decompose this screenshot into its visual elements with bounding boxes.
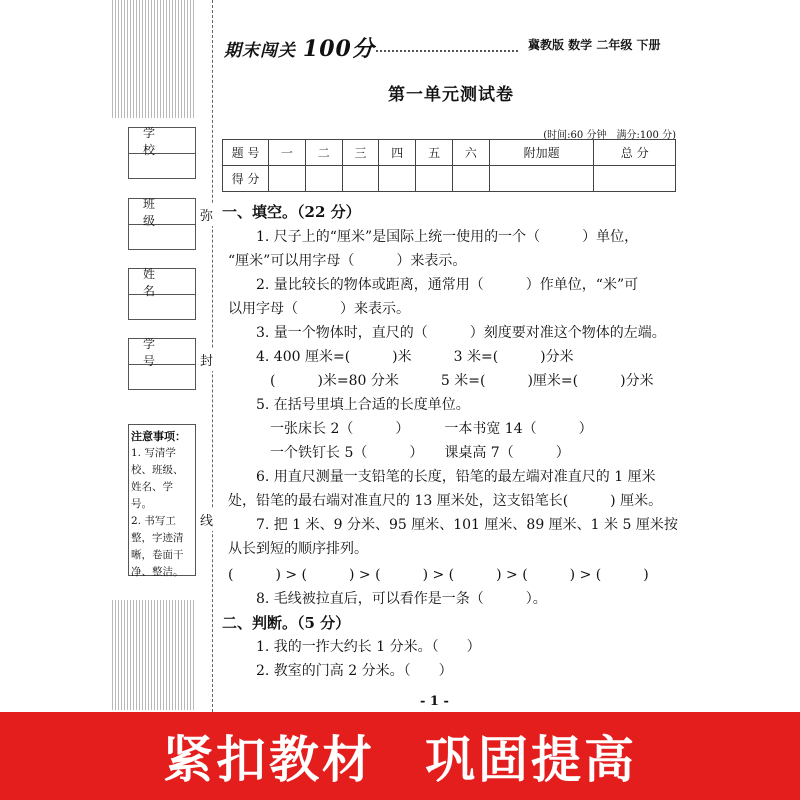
score-header-cell: 四 (379, 140, 416, 166)
banner-text-right: 巩固提高 (425, 731, 637, 789)
score-header-cell: 三 (342, 140, 379, 166)
score-header-cell: 附加题 (489, 140, 594, 166)
score-header-cell: 一 (269, 140, 306, 166)
question-line: 处，铅笔的最右端对准直尺的 13 厘米处，这支铅笔长( ) 厘米。 (228, 493, 663, 509)
decorative-stripes-bottom (112, 600, 196, 710)
logo-number: 100分 (302, 36, 375, 62)
question-line: 3. 量一个物体时，直尺的（ ）刻度要对准这个物体的左端。 (256, 325, 666, 341)
seal-char: 线 (200, 508, 213, 531)
school-label: 学 校 (129, 128, 195, 154)
school-field[interactable] (128, 127, 196, 179)
section-heading: 一、填空。（22 分） (222, 203, 361, 221)
score-cell[interactable] (342, 166, 379, 192)
student-id-field[interactable] (128, 338, 196, 390)
question-line: ( )米=80 分米 5 米=( )厘米=( )分米 (270, 373, 654, 389)
time-info: (时间:60 分钟 满分:100 分) (543, 130, 676, 141)
score-table (222, 139, 676, 192)
note-item: 2. 书写工整，字迹清晰，卷面干净、整洁。 (131, 515, 184, 578)
question-line: 一个铁钉长 5（ ） 课桌高 7（ ） (270, 445, 570, 461)
logo-text: 期末闯关 (224, 41, 296, 61)
score-cell[interactable] (305, 166, 342, 192)
score-cell[interactable] (489, 166, 594, 192)
series-logo (224, 32, 375, 63)
score-header-cell: 六 (452, 140, 489, 166)
seal-char: 弥 (200, 203, 213, 226)
score-row (223, 166, 676, 192)
score-header-cell: 五 (416, 140, 453, 166)
question-line: 以用字母（ ）来表示。 (228, 301, 410, 317)
score-row-label: 得 分 (223, 166, 269, 192)
question-line: 7. 把 1 米、9 分米、95 厘米、101 厘米、89 厘米、1 米 5 厘米按 (256, 517, 678, 533)
student-id-label: 学 号 (129, 339, 195, 365)
score-cell[interactable] (594, 166, 676, 192)
score-cell[interactable] (416, 166, 453, 192)
banner-text-left: 紧扣教材 (163, 731, 375, 789)
seal-char: 封 (200, 348, 213, 371)
question-line: 从长到短的顺序排列。 (228, 541, 368, 557)
score-header-row (223, 140, 676, 166)
header-divider (376, 50, 518, 52)
class-label: 班 级 (129, 199, 195, 225)
score-cell[interactable] (452, 166, 489, 192)
question-line: 1. 尺子上的“厘米”是国际上统一使用的一个（ ）单位， (256, 229, 639, 245)
score-header-cell: 题 号 (223, 140, 269, 166)
section-heading: 二、判断。（5 分） (222, 614, 351, 632)
question-line: 2. 量比较长的物体或距离，通常用（ ）作单位，“米”可 (256, 277, 639, 293)
score-cell[interactable] (379, 166, 416, 192)
edition-label: 冀教版 数学 二年级 下册 (528, 38, 661, 52)
name-label: 姓 名 (129, 269, 195, 295)
question-line: “厘米”可以用字母（ ）来表示。 (228, 253, 467, 269)
question-line: 6. 用直尺测量一支铅笔的长度，铅笔的最左端对准直尺的 1 厘米 (256, 469, 656, 485)
notes-title: 注意事项： (131, 430, 186, 443)
question-line: ( ) > ( ) > ( ) > ( ) > ( ) > ( ) (228, 567, 649, 583)
question-line: 一张床长 2（ ） 一本书宽 14（ ） (270, 421, 593, 437)
page-title: 第一单元测试卷 (388, 85, 514, 105)
notes-box (128, 424, 196, 576)
name-field[interactable] (128, 268, 196, 320)
question-line: 4. 400 厘米=( )米 3 米=( )分米 (256, 349, 574, 365)
decorative-stripes-top (112, 0, 196, 118)
promo-banner (0, 712, 800, 800)
class-field[interactable] (128, 198, 196, 250)
question-line: 1. 我的一拃大约长 1 分米。（ ） (256, 639, 481, 655)
score-header-cell: 总 分 (594, 140, 676, 166)
question-line: 2. 教室的门高 2 分米。（ ） (256, 663, 453, 679)
page-number: - 1 - (420, 694, 449, 709)
question-line: 5. 在括号里填上合适的长度单位。 (256, 397, 470, 413)
note-item: 1. 写清学校、班级、姓名、学号。 (131, 447, 184, 510)
score-header-cell: 二 (305, 140, 342, 166)
question-line: 8. 毛线被拉直后，可以看作是一条（ ）。 (256, 591, 547, 607)
score-cell[interactable] (269, 166, 306, 192)
